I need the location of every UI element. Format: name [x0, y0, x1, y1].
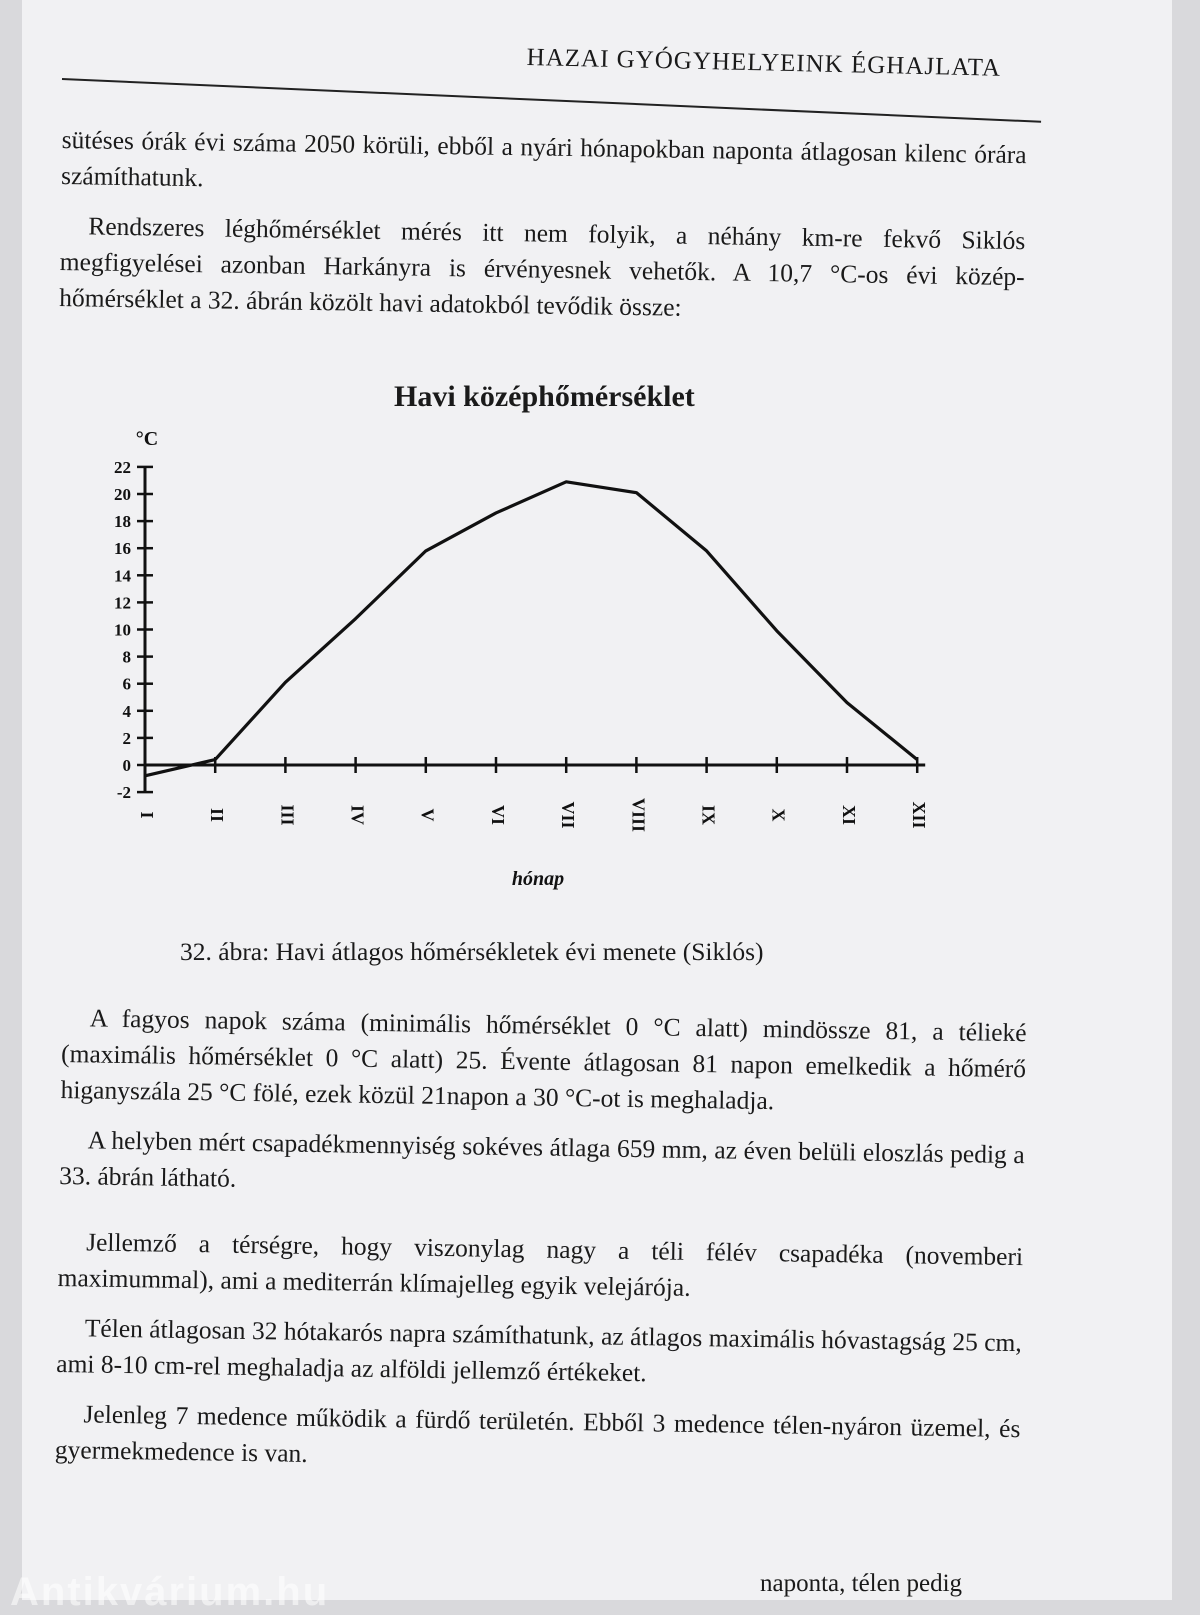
y-tick-label: 12: [114, 593, 131, 612]
x-tick-label: V: [418, 809, 438, 822]
paragraph: Jellemző a térségre, hogy viszonylag nagy a téli félév csapadéka (novemberi maximummal), ami a mediterrán klímajelleg egyik velejárója.: [57, 1224, 1023, 1311]
x-tick-label: III: [277, 804, 297, 825]
y-tick-label: 22: [114, 458, 131, 477]
paragraph: A fagyos napok száma (minimális hőmérséklet 0 °C alatt) mindössze 81, a télieké (maximális hőmérséklet 0 °C alatt) 25. Évente átlagosan 81 napon emelkedik a hőmérő higanyszála 25 °C fölé, ezek közül 21napon a 30 °C-ot is meghaladja.: [60, 1000, 1027, 1123]
paragraph: Jelenleg 7 medence működik a fürdő területén. Ebből 3 medence télen-nyáron üzemel, és gyermekmedence is van.: [55, 1396, 1021, 1483]
y-tick-label: 10: [114, 621, 131, 640]
x-axis-label: hónap: [512, 868, 564, 890]
x-tick-label: XII: [909, 801, 929, 828]
y-tick-label: 14: [114, 566, 132, 585]
y-tick-label: 20: [114, 485, 131, 504]
y-tick-label: 6: [123, 675, 132, 694]
paragraph: A helyben mért csapadékmennyiség sokéves átlaga 659 mm, az éven belüli eloszlás pedig a 33. ábrán látható.: [59, 1122, 1025, 1209]
y-tick-label: 0: [123, 756, 132, 775]
y-tick-label: 4: [123, 702, 132, 721]
x-tick-label: VIII: [628, 798, 648, 832]
x-tick-label: IV: [347, 805, 367, 825]
y-tick-label: 8: [123, 648, 132, 667]
y-axis-label: °C: [136, 428, 158, 450]
x-tick-label: II: [207, 808, 227, 822]
paragraph: Rendszeres léghőmérséklet mérés itt nem folyik, a néhány km-re fekvő Siklós megfigyelései azonban Harkányra is érvényesnek vehetők. A 10,7 °C-os évi közép-hőmérséklet a 32. ábrán közölt havi adatokból tevődik össze:: [59, 208, 1026, 331]
x-tick-label: VI: [488, 805, 508, 825]
figure-caption: 32. ábra: Havi átlagos hőmérsékletek évi menete (Siklós): [180, 937, 764, 967]
y-tick-label: -2: [117, 783, 131, 802]
x-tick-label: IX: [698, 805, 718, 825]
y-tick-label: 16: [114, 539, 131, 558]
paragraph: Télen átlagosan 32 hótakarós napra számíthatunk, az átlagos maximális hóvastagság 25 cm, ami 8-10 cm-rel meghaladja az alföldi jellemző értékeket.: [56, 1310, 1022, 1397]
x-tick-label: XI: [839, 805, 859, 825]
paragraph: sütéses órák évi száma 2050 körüli, ebből a nyári hónapokban naponta átlagosan kilenc órára számíthatunk.: [61, 122, 1027, 209]
x-tick-label: VII: [558, 801, 578, 828]
running-header: HAZAI GYÓGYHELYEINK ÉGHAJLATA: [526, 44, 1001, 83]
chart-title: Havi középhőmérséklet: [394, 380, 695, 414]
watermark: Antikvárium.hu: [10, 1570, 329, 1615]
text-block-bottom: [54, 1000, 1026, 1497]
y-tick-label: 18: [114, 512, 131, 531]
y-tick-label: 2: [123, 729, 132, 748]
x-tick-label: I: [137, 811, 157, 818]
x-tick-label: X: [769, 809, 789, 822]
temperature-line: [145, 482, 917, 776]
cut-off-text: naponta, télen pedig: [760, 1570, 962, 1598]
